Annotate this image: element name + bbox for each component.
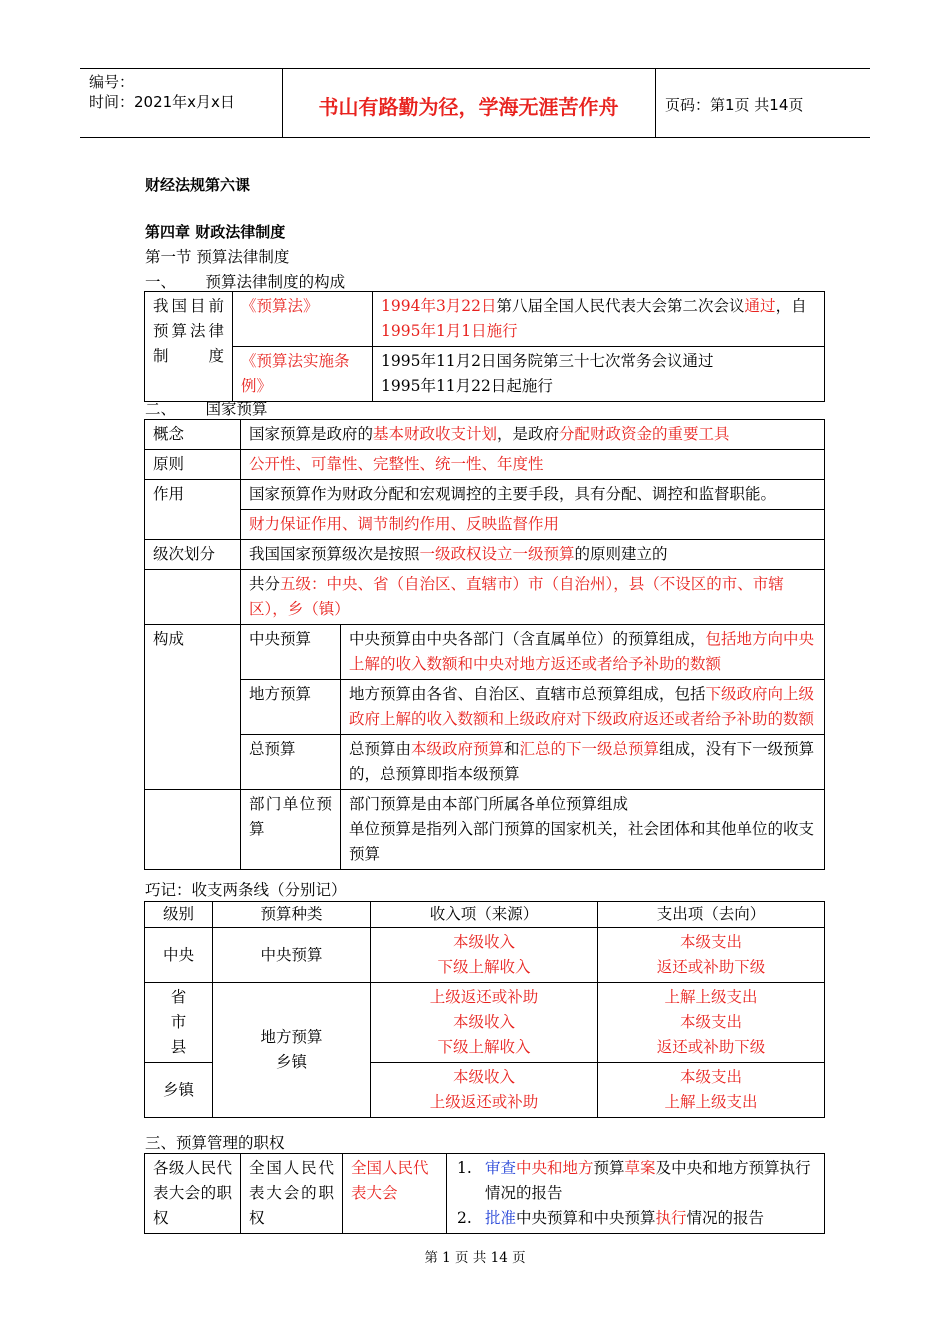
doc-title: 财经法规第六课 bbox=[145, 176, 251, 194]
income-central: 本级收入 下级上解收入 bbox=[371, 928, 598, 983]
law-name: 《预算法》 bbox=[233, 292, 373, 347]
time-label: 时间：2021年x月x日 bbox=[89, 93, 235, 111]
row-header: 我国目前预算法律制度 bbox=[145, 292, 233, 402]
value-level-five: 共分五级：中央、省（自治区、直辖市）市（自治州），县（不设区的市、市辖区），乡（镇） bbox=[241, 570, 825, 625]
page-header bbox=[80, 68, 870, 138]
law-detail: 1995年11月2日国务院第三十七次常务会议通过 1995年11月22日起施行 bbox=[373, 347, 825, 402]
header-divider bbox=[655, 69, 656, 137]
header-expense: 支出项（去向） bbox=[598, 902, 825, 928]
table-national-budget bbox=[144, 419, 825, 870]
table-law-composition bbox=[144, 291, 825, 402]
subheading-3: 三、预算管理的职权 bbox=[145, 1134, 285, 1152]
value-role: 国家预算作为财政分配和宏观调控的主要手段，具有分配、调控和监督职能。 bbox=[241, 480, 825, 510]
level-town: 乡镇 bbox=[145, 1063, 213, 1118]
subheading-1: 一、 预算法律制度的构成 bbox=[145, 273, 346, 291]
value-principle: 公开性、可靠性、完整性、统一性、年度性 bbox=[241, 450, 825, 480]
sub-key-total: 总预算 bbox=[241, 735, 341, 790]
page-footer: 第 1 页 共 14 页 bbox=[424, 1250, 526, 1266]
header-type: 预算种类 bbox=[213, 902, 371, 928]
expense-central: 本级支出 返还或补助下级 bbox=[598, 928, 825, 983]
empty-cell bbox=[145, 570, 241, 625]
value-central: 中央预算由中央各部门（含直属单位）的预算组成，包括地方向中央上解的收入数额和中央对地方返还或者给予补助的数额 bbox=[341, 625, 825, 680]
key-concept: 概念 bbox=[145, 420, 241, 450]
table-budget-authority bbox=[144, 1153, 825, 1234]
authority-items bbox=[447, 1154, 825, 1234]
section-heading: 第一节 预算法律制度 bbox=[145, 248, 290, 266]
level-central: 中央 bbox=[145, 928, 213, 983]
type-central: 中央预算 bbox=[213, 928, 371, 983]
authority-body: 全国人民代表大会 bbox=[343, 1154, 447, 1234]
header-page-info: 页码：第1页 共14页 bbox=[665, 96, 804, 114]
key-principle: 原则 bbox=[145, 450, 241, 480]
value-dept: 部门预算是由本部门所属各单位预算组成 单位预算是指列入部门预算的国家机关，社会团体和其他单位的收支预算 bbox=[341, 790, 825, 870]
header-income: 收入项（来源） bbox=[371, 902, 598, 928]
level-province-city-county: 省 市 县 bbox=[145, 983, 213, 1063]
key-level: 级次划分 bbox=[145, 540, 241, 570]
income-town: 本级收入 上级返还或补助 bbox=[371, 1063, 598, 1118]
law-detail: 1994年3月22日第八届全国人民代表大会第二次会议通过，自1995年1月1日施行 bbox=[373, 292, 825, 347]
authority-npc: 全国人民代表大会的职权 bbox=[241, 1154, 343, 1234]
value-role-effects: 财力保证作用、调节制约作用、反映监督作用 bbox=[241, 510, 825, 540]
number-label: 编号： bbox=[89, 73, 135, 91]
subheading-2: 二、 国家预算 bbox=[145, 400, 268, 418]
table-income-expense bbox=[144, 901, 825, 1118]
key-role: 作用 bbox=[145, 480, 241, 540]
header-meta bbox=[89, 72, 235, 112]
sub-key-central: 中央预算 bbox=[241, 625, 341, 680]
empty-cell bbox=[145, 790, 241, 870]
expense-province: 上解上级支出 本级支出 返还或补助下级 bbox=[598, 983, 825, 1063]
chapter-heading: 第四章 财政法律制度 bbox=[145, 223, 286, 241]
mnemonic-note: 巧记：收支两条线（分别记） bbox=[145, 881, 347, 899]
expense-town: 本级支出 上解上级支出 bbox=[598, 1063, 825, 1118]
income-province: 上级返还或补助 本级收入 下级上解收入 bbox=[371, 983, 598, 1063]
authority-all-levels: 各级人民代表大会的职权 bbox=[145, 1154, 241, 1234]
value-total: 总预算由本级政府预算和汇总的下一级总预算组成，没有下一级预算的，总预算即指本级预算 bbox=[341, 735, 825, 790]
list-item: 1. 审查中央和地方预算草案及中央和地方预算执行情况的报告 bbox=[457, 1159, 811, 1202]
header-level: 级别 bbox=[145, 902, 213, 928]
key-composition: 构成 bbox=[145, 625, 241, 790]
list-item: 2. 批准中央预算和中央预算执行情况的报告 bbox=[457, 1209, 765, 1227]
sub-key-local: 地方预算 bbox=[241, 680, 341, 735]
value-level: 我国国家预算级次是按照一级政权设立一级预算的原则建立的 bbox=[241, 540, 825, 570]
law-name: 《预算法实施条例》 bbox=[233, 347, 373, 402]
header-motto: 书山有路勤为径，学海无涯苦作舟 bbox=[318, 95, 619, 119]
sub-key-dept: 部门单位预算 bbox=[241, 790, 341, 870]
value-local: 地方预算由各省、自治区、直辖市总预算组成，包括下级政府向上级政府上解的收入数额和上级政府对下级政府返还或者给予补助的数额 bbox=[341, 680, 825, 735]
value-concept: 国家预算是政府的基本财政收支计划，是政府分配财政资金的重要工具 bbox=[241, 420, 825, 450]
type-local: 地方预算 乡镇 bbox=[213, 983, 371, 1118]
